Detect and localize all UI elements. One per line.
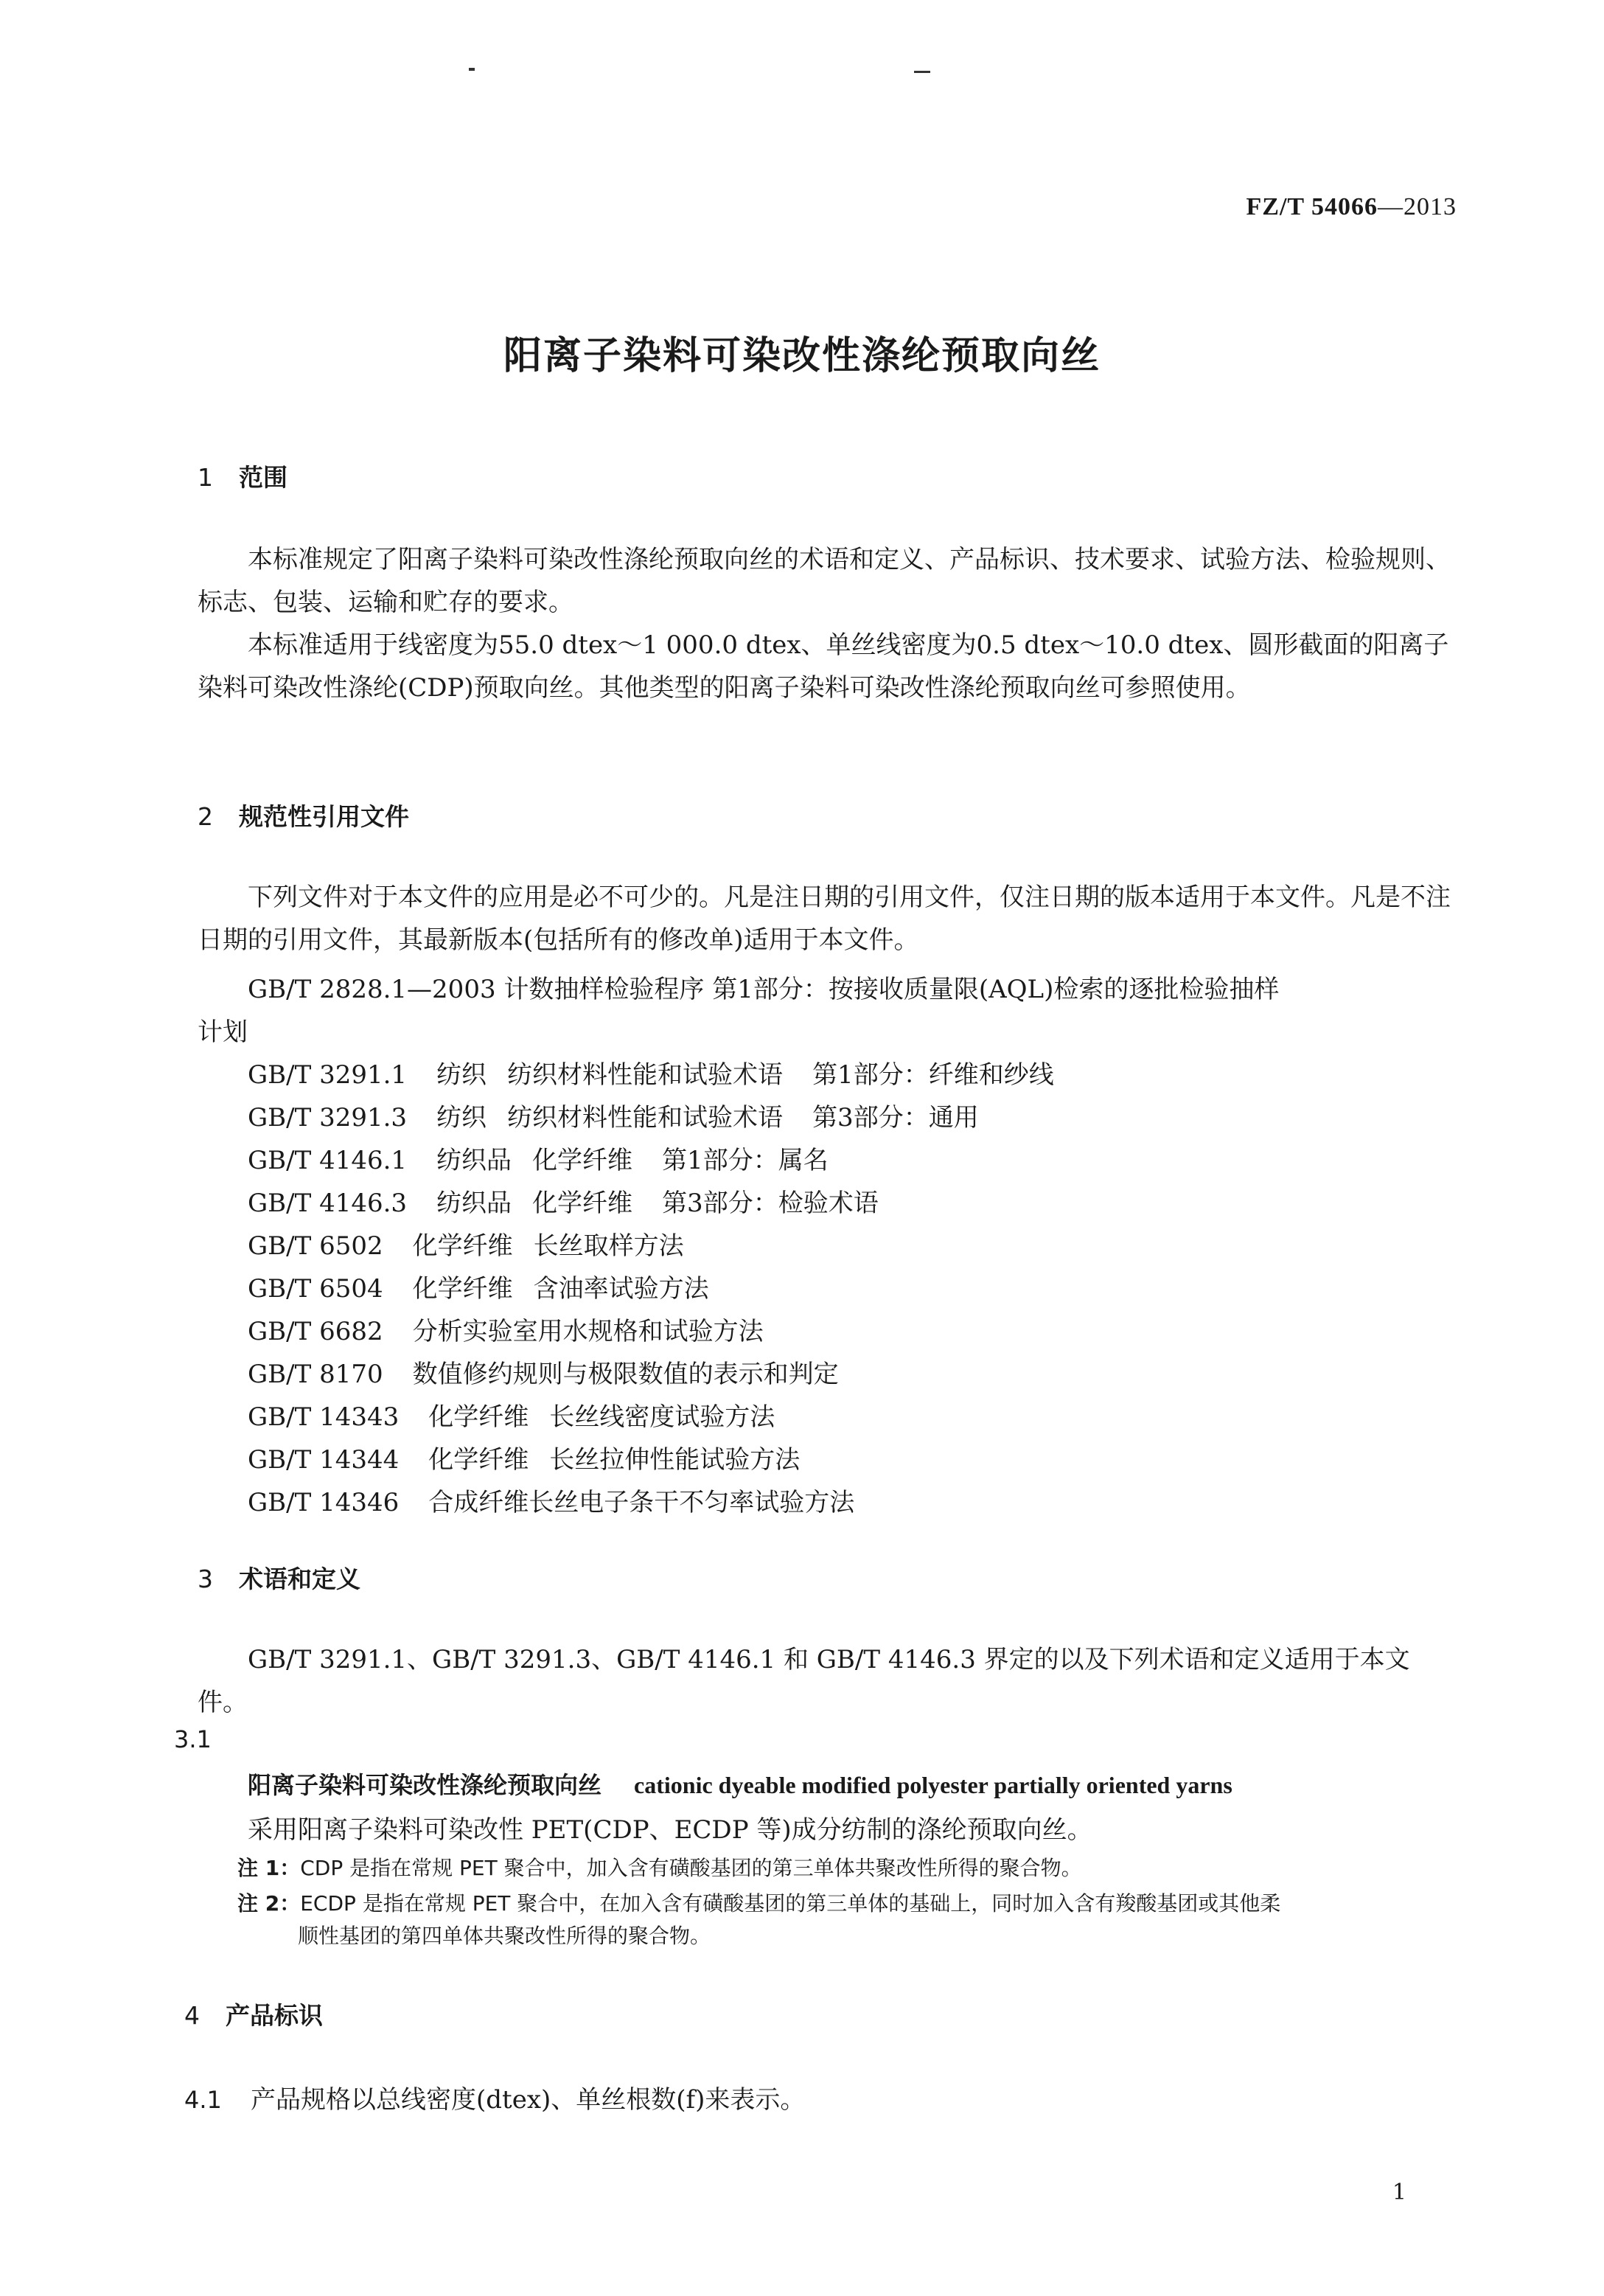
term-entry [248, 1767, 1232, 1801]
term-chinese: 阳离子染料可染改性涤纶预取向丝 [248, 1771, 602, 1799]
standard-code: FZ/T 54066 [1246, 193, 1378, 220]
reference-title-part: 第3部分：通用 [812, 1103, 979, 1133]
section-heading-4 [184, 1997, 323, 2031]
section-number: 1 [198, 463, 213, 492]
reference-title-part: 化学纤维 [532, 1146, 633, 1175]
reference-title-part: 合成纤维长丝电子条干不匀率试验方法 [428, 1488, 855, 1517]
reference-title-part: 含油率试验方法 [533, 1274, 709, 1304]
reference-title-part: 化学纤维 [412, 1231, 513, 1261]
reference-code: GB/T 8170 [248, 1360, 383, 1389]
scope-paragraph-1: 本标准规定了阳离子染料可染改性涤纶预取向丝的术语和定义、产品标识、技术要求、试验方法、检验规则、标志、包装、运输和贮存的要求。 [198, 545, 1451, 617]
reference-item [248, 1311, 764, 1347]
section-heading-3 [198, 1560, 360, 1595]
reference-code: GB/T 4146.3 [248, 1189, 408, 1218]
reference-title-part: 纺织 [436, 1103, 487, 1133]
note-text: ECDP 是指在常规 PET 聚合中，在加入含有磺酸基团的第三单体的基础上，同时加入含有羧酸基团或其他柔 [300, 1891, 1281, 1916]
reference-title-part: 纺织材料性能和试验术语 [507, 1060, 784, 1090]
standard-year: —2013 [1378, 193, 1457, 220]
reference-title-part: 第1部分：属名 [662, 1146, 829, 1175]
reference-code: GB/T 6504 [248, 1274, 383, 1304]
note-label: 注 1： [237, 1856, 301, 1880]
reference-title-part: 纺织 [436, 1060, 487, 1090]
note-1 [237, 1852, 1082, 1882]
scope-paragraph-2: 本标准适用于线密度为55.0 dtex～1 000.0 dtex、单丝线密度为0.5 dtex～10.0 dtex、圆形截面的阳离子染料可染改性涤纶(CDP)预取向丝。其他类型的阳离子染料可染改性涤纶预取向丝可参照使用。 [198, 630, 1449, 703]
section-number: 3 [198, 1565, 213, 1593]
reference-title-part: 纺织材料性能和试验术语 [507, 1103, 784, 1133]
section-number: 2 [198, 802, 213, 831]
reference-code: GB/T 3291.1 [248, 1060, 408, 1090]
reference-item [248, 1439, 800, 1475]
reference-item [248, 1225, 684, 1262]
section-title: 范围 [239, 463, 287, 492]
standard-number [1246, 193, 1457, 221]
term-definition: 采用阳离子染料可染改性 PET(CDP、ECDP 等)成分纺制的涤纶预取向丝。 [248, 1815, 1092, 1845]
reference-title-part: 纺织品 [436, 1146, 512, 1175]
clause-number: 4.1 [184, 2086, 222, 2114]
scan-speck [469, 68, 475, 71]
reference-item [248, 1054, 1054, 1090]
note-2-continuation: 顺性基团的第四单体共聚改性所得的聚合物。 [298, 1924, 711, 1948]
reference-title-part: 纺织品 [436, 1189, 512, 1218]
reference-title-part: 长丝取样方法 [533, 1231, 684, 1261]
clause-text: 产品规格以总线密度(dtex)、单丝根数(f)来表示。 [251, 2085, 806, 2115]
section-heading-1 [198, 459, 287, 493]
reference-code: GB/T 14346 [248, 1488, 400, 1517]
page-number: 1 [1392, 2180, 1406, 2205]
reference-title-part: 第3部分：检验术语 [662, 1189, 879, 1218]
reference-title-part: 数值修约规则与极限数值的表示和判定 [412, 1360, 839, 1389]
section-title: 产品标识 [226, 2001, 323, 2030]
reference-item [248, 1354, 839, 1390]
note-label: 注 2： [237, 1891, 301, 1916]
reference-item [248, 1268, 709, 1304]
reference-code: GB/T 3291.3 [248, 1103, 408, 1133]
reference-gbt-2828-line1: GB/T 2828.1—2003 计数抽样检验程序 第1部分：按接收质量限(AQL)检索的逐批检验抽样 [248, 975, 1280, 1004]
reference-item [248, 1183, 879, 1219]
reference-title-part: 化学纤维 [412, 1274, 513, 1304]
normative-intro-paragraph: 下列文件对于本文件的应用是必不可少的。凡是注日期的引用文件，仅注日期的版本适用于本文件。凡是不注日期的引用文件，其最新版本(包括所有的修改单)适用于本文件。 [198, 883, 1451, 955]
reference-title-part: 化学纤维 [428, 1445, 529, 1475]
reference-code: GB/T 6502 [248, 1231, 383, 1261]
note-text: CDP 是指在常规 PET 聚合中，加入含有磺酸基团的第三单体共聚改性所得的聚合物。 [300, 1856, 1082, 1880]
reference-title-part: 长丝拉伸性能试验方法 [549, 1445, 801, 1475]
note-2 [237, 1888, 1280, 1917]
term-english: cationic dyeable modified polyester partially oriented yarns [634, 1772, 1232, 1798]
reference-item [248, 1140, 829, 1176]
reference-title-part: 第1部分：纤维和纱线 [812, 1060, 1054, 1090]
reference-title-part: 化学纤维 [428, 1402, 529, 1432]
reference-code: GB/T 6682 [248, 1317, 383, 1346]
reference-title-part: 化学纤维 [532, 1189, 633, 1218]
reference-code: GB/T 14344 [248, 1445, 400, 1475]
terms-intro-paragraph: GB/T 3291.1、GB/T 3291.3、GB/T 4146.1 和 GB/T 4146.3 界定的以及下列术语和定义适用于本文件。 [198, 1645, 1410, 1717]
clause-4-1 [184, 2079, 805, 2115]
reference-code: GB/T 14343 [248, 1402, 400, 1432]
section-title: 术语和定义 [239, 1565, 360, 1593]
reference-item [248, 1396, 775, 1433]
clause-number-3-1: 3.1 [174, 1725, 212, 1753]
scan-speck [914, 71, 930, 73]
reference-code: GB/T 4146.1 [248, 1146, 408, 1175]
section-number: 4 [184, 2001, 200, 2030]
reference-gbt-2828-line2: 计划 [198, 1017, 248, 1047]
reference-item [248, 1482, 854, 1518]
reference-item [248, 1097, 979, 1133]
section-heading-2 [198, 798, 409, 832]
section-title: 规范性引用文件 [239, 802, 409, 831]
reference-title-part: 分析实验室用水规格和试验方法 [412, 1317, 764, 1346]
document-title: 阳离子染料可染改性涤纶预取向丝 [503, 334, 1101, 378]
reference-title-part: 长丝线密度试验方法 [549, 1402, 775, 1432]
